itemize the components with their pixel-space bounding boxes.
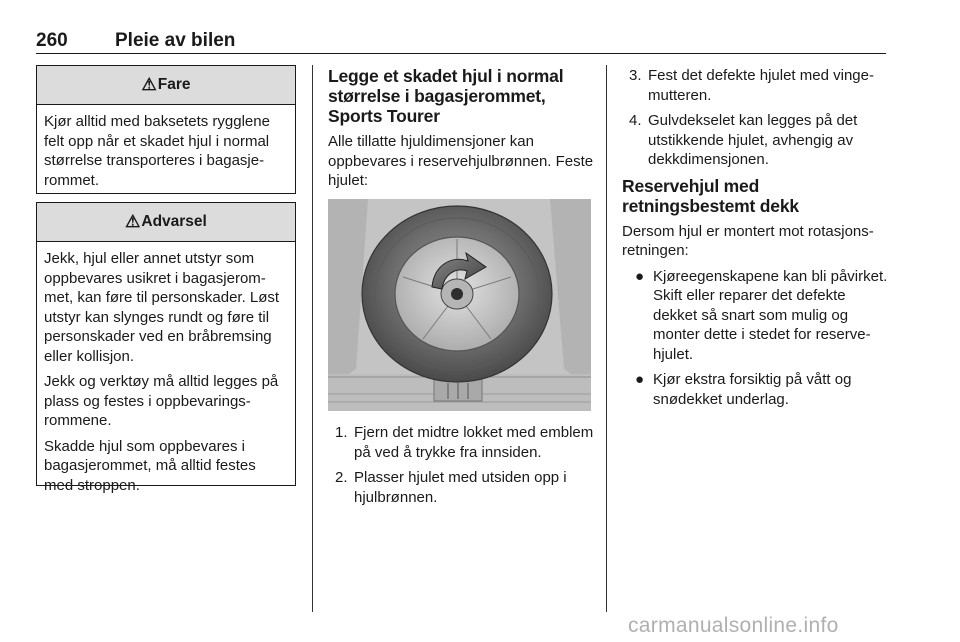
bullet-text: Kjør ekstra forsiktig på vått og snødekket underlag. [653, 371, 852, 408]
section-intro: Dersom hjul er montert mot rotasjonsretningen: [622, 222, 874, 259]
warning-box-header [37, 203, 295, 242]
steps-list-part2 [622, 66, 888, 170]
watermark-link[interactable]: carmanualsonline.info [628, 614, 839, 637]
bullet-list [622, 267, 888, 410]
warning-paragraph: Jekk, hjul eller annet utstyr som oppbevares usikret i bagasjerommet, kan føre til personskader. Løst utstyr kan slynges rundt og føre til personskader ved en bråbremsing eller kollisjon. [44, 250, 280, 365]
list-item [328, 423, 594, 462]
warning-triangle-icon: ⚠ [125, 212, 141, 231]
step-text: Fjern det midtre lokket med emblem på ved å trykke fra innsiden. [354, 424, 594, 461]
spare-wheel-illustration [328, 199, 591, 411]
list-item [622, 370, 888, 409]
column-middle [328, 66, 594, 199]
column-right [622, 66, 888, 415]
list-item [622, 111, 888, 170]
chapter-title: Pleie av bilen [115, 30, 236, 51]
list-item [328, 468, 594, 507]
section-heading: Reservehjul med retningsbestemt dekk [622, 175, 799, 216]
danger-box [36, 65, 296, 194]
section-intro: Alle tillatte hjuldimensjoner kan oppbevares i reservehjulbrønnen. Feste hjulet: [328, 133, 594, 189]
danger-box-title: Fare [157, 76, 191, 93]
danger-box-header [37, 66, 295, 105]
step-number: 4. [629, 112, 642, 129]
bullet-text: Kjøreegenskapene kan bli påvirket. Skift eller reparer det defekte dekket så snart som mulig og monter dette i stedet for reservehjulet. [653, 267, 888, 363]
page-header [36, 30, 886, 52]
step-number: 1. [335, 424, 348, 441]
danger-box-body [37, 105, 295, 198]
section-heading: Legge et skadet hjul i normal størrelse i bagasjerommet, Sports Tourer [328, 66, 564, 126]
step-text: Gulvdekselet kan legges på det utstikkende hjulet, avhengig av dekkdimensjonen. [648, 112, 858, 168]
danger-paragraph: Kjør alltid med baksetets rygglene felt opp når et skadet hjul i normal størrelse transporteres i bagasjerommet. [44, 113, 270, 189]
step-text: Plasser hjulet med utsiden opp i hjulbrønnen. [354, 469, 567, 506]
header-rule [36, 53, 886, 54]
step-number: 3. [629, 67, 642, 84]
warning-box-body [37, 242, 295, 503]
page-number: 260 [36, 30, 68, 51]
bullet-icon: ● [635, 371, 645, 388]
spare-wheel-drawing [328, 199, 591, 411]
list-item [622, 66, 888, 105]
warning-paragraph: Jekk og verktøy må alltid legges på plass og festes i oppbevaringsrommene. [44, 373, 279, 429]
warning-paragraph: Skadde hjul som oppbevares i bagasjerommet, må alltid festes med stroppen. [44, 437, 256, 494]
bullet-icon: ● [635, 267, 645, 285]
warning-box [36, 202, 296, 494]
warning-triangle-icon: ⚠ [141, 75, 157, 94]
steps-list-part1 [328, 423, 594, 513]
step-text: Fest det defekte hjulet med vingemutteren. [648, 67, 874, 104]
column-divider-2 [606, 65, 607, 612]
step-number: 2. [335, 469, 348, 486]
list-item [622, 267, 888, 365]
warning-box-title: Advarsel [141, 213, 207, 230]
column-divider-1 [312, 65, 313, 612]
